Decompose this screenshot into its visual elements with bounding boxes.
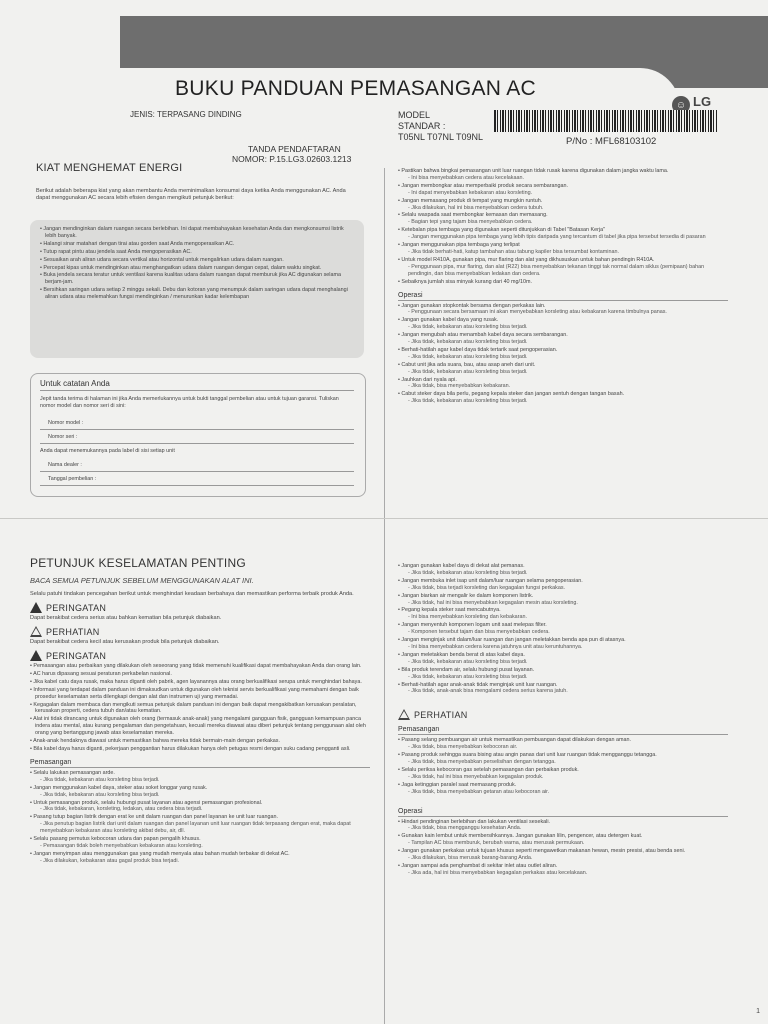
list-item: • Sesuaikan arah aliran udara secara vertikal atau horizontal untuk mengalirkan udara dalam ruangan. xyxy=(40,256,284,263)
warning-heading: PERINGATAN xyxy=(30,650,370,661)
standard-label: STANDAR : xyxy=(398,121,446,131)
model-number-line[interactable] xyxy=(40,429,354,430)
list-item: • Jangan mendinginkan dalam ruangan secara berlebihan. Ini dapat membahayakan kesehatan Anda dan mengkonsumsi listrik lebih banyak. xyxy=(40,226,344,239)
list-item: • Jangan membuka inlet isap unit dalam/luar ruangan selama pengoperasian. - Jika tidak, bisa terjadi korsleting dan kegagalan fungsi perkakas. xyxy=(398,577,583,591)
list-item: • Jangan menggunakan pipa tembaga yang terlipat - Jika tidak berhati-hati, katup tambahan atau tabung kapiler bisa tersumbat kontaminan. xyxy=(398,242,619,255)
label-note: Anda dapat menemukannya pada label di sisi setiap unit xyxy=(40,448,175,454)
safety-section xyxy=(30,556,370,866)
safety-title: PETUNJUK KESELAMATAN PENTING xyxy=(30,556,246,570)
model-number-label: Nomor model : xyxy=(48,420,84,426)
list-item: • Ketebalan pipa tembaga yang digunakan seperti ditunjukkan di Tabel "Batasan Kerja" - Jangan menggunakan pipa tembaga yang lebih tipis daripada yang tercantum di tabel jika pipa tersebut tersedia di pasaran xyxy=(398,227,706,241)
record-intro: Jepit tanda terima di halaman ini jika Anda memerlukannya untuk bukti tanggal pembelian atau untuk tujuan garansi. Tuliskan nomor model dan nomor seri di sini: xyxy=(40,396,339,409)
list-item: • Sebaiknya jumlah sisa minyak kurang dari 40 mg/10m. xyxy=(398,278,533,285)
list-item: • Jangan gunakan stopkontak bersama dengan perkakas lain. - Penggunaan secara bersamaan ini akan menyebabkan korsleting atau kebakaran karena timbulnya panas. xyxy=(398,302,667,316)
list-item: • Jauhkan dari nyala api. - Jika tidak, bisa menyebabkan kebakaran. xyxy=(398,376,511,390)
caution-heading: PERHATIAN xyxy=(398,709,728,720)
list-item: • Selalu pasang pemutus kebocoran udara dan papan pengalih khusus. - Pemasangan tidak boleh menyebabkan kebakaran atau korsleting. xyxy=(30,836,203,849)
paper-fold xyxy=(0,518,768,519)
list-item: • Cabut steker daya bila perlu, pegang kepala steker dan jangan sentuh dengan tangan basah. - Jika tidak, kebakaran atau korsleting bisa terjadi. xyxy=(398,391,625,405)
list-item: • Jangan gunakan kabel daya yang rusak. - Jika tidak, kebakaran atau korsleting bisa terjadi. xyxy=(398,317,528,331)
list-item: • Gunakan kain lembut untuk membersihkannya. Jangan gunakan lilin, pengencer, atau detergen kuat. - Tampilan AC bisa memburuk, berubah warna, atau merusak permukaan. xyxy=(398,833,643,847)
list-item: • Tutup rapat pintu atau jendela saat Anda mengoperasikan AC. xyxy=(40,248,192,255)
dealer-label: Nama dealer : xyxy=(48,462,82,468)
list-item: • Anak-anak hendaknya diawasi untuk memastikan bahwa mereka tidak bermain-main dengan perkakas. xyxy=(30,738,281,745)
dealer-line[interactable] xyxy=(40,471,354,472)
operation-list xyxy=(398,303,728,406)
warning-legend: PERINGATAN xyxy=(30,602,370,613)
operation-heading: Operasi xyxy=(398,292,728,301)
list-item: • Untuk pemasangan produk, selalu hubungi pusat layanan atau agensi pemasangan profesional. - Jika tidak, kebakaran, korsleting, ledakan, atau cedera bisa terjadi. xyxy=(30,799,263,813)
list-item: • Jangan membongkar atau memperbaiki produk secara sembarangan. - Ini dapat menyebabkan kebakaran atau korsleting. xyxy=(398,182,568,196)
installation-list xyxy=(30,770,370,865)
caution-legend: PERHATIAN xyxy=(30,626,370,637)
list-item: • Jangan gunakan kabel daya di dekat alat pemanas. - Jika tidak, kebakaran atau korsleting bisa terjadi. xyxy=(398,563,528,576)
list-item: • Percepat kipas untuk mendinginkan atau menghangatkan udara dalam ruangan dengan cepat, dalam waktu singkat. xyxy=(40,264,322,271)
list-item: • Jangan memasang produk di tempat yang mungkin runtuh. - Jika dilakukan, hal ini bisa menyebabkan cedera tubuh. xyxy=(398,197,544,211)
list-item: • Pemasangan atau perbaikan yang dilakukan oleh seseorang yang tidak memenuhi kualifikasi dapat membahayakan Anda dan orang lain. xyxy=(30,663,362,669)
list-item: • Selalu lakukan pemasangan arde. - Jika tidak, kebakaran atau korsleting bisa terjadi. xyxy=(30,769,160,783)
list-item: • Cabut unit jika ada suara, bau, atau asap aneh dari unit. - Jika tidak, kebakaran atau korsleting bisa terjadi. xyxy=(398,361,536,375)
list-item: • Alat ini tidak dirancang untuk digunakan oleh orang (termasuk anak-anak) yang mengalami gangguan fisik, gangguan kemampuan panca indera atau mental, atau kurang pengalaman dan pengetahuan, kecuali mereka diawasi atau diberi petunjuk tentang penggunaan alat oleh orang yang bertanggung jawab atas keselamatan mereka. xyxy=(30,716,366,737)
list-item: • Selalu periksa kebocoran gas setelah pemasangan dan perbaikan produk. - Jika tidak, hal ini bisa menyebabkan kegagalan produk. xyxy=(398,766,579,780)
purchase-date-label: Tanggal pembelian : xyxy=(48,476,97,482)
safety-subtitle: BACA SEMUA PETUNJUK SEBELUM MENGGUNAKAN ALAT INI. xyxy=(30,576,254,585)
list-item: • Hindari pendinginan berlebihan dan lakukan ventilasi sesekali. - Jika tidak, bisa mengganggu kesehatan Anda. xyxy=(398,818,551,832)
registration-label: TANDA PENDAFTARAN xyxy=(248,144,341,154)
warning-icon xyxy=(30,602,42,613)
lg-logo-icon: ☺ xyxy=(672,96,690,114)
serial-number-line[interactable] xyxy=(40,443,354,444)
list-item: • Bersihkan saringan udara setiap 2 minggu sekali. Debu dan kotoran yang menumpuk dalam saringan udara dapat menghalangi aliran udara atau melemahkan fungsi mendinginkan / menurunkan kadar kelembapan xyxy=(40,287,348,301)
list-item: • Pasang produk sehingga suara bising atau angin panas dari unit luar ruangan tidak mengganggu tetangga. - Jika tidak, bisa menyebabkan perselisihan dengan tetangga. xyxy=(398,752,657,766)
list-item: • Pegang kepala steker saat mencabutnya. - Ini bisa menyebabkan korsleting dan kebakaran. xyxy=(398,607,527,621)
warning-icon xyxy=(30,650,42,661)
caution-installation-list xyxy=(398,737,728,795)
unit-type: JENIS: TERPASANG DINDING xyxy=(130,110,242,119)
list-item: • Selalu waspada saat membongkar kemasan dan memasang. - Bagian tepi yang tajam bisa menyebabkan cedera. xyxy=(398,212,548,226)
caution-description: Dapat berakibat cedera kecil atau kerusakan produk bila petunjuk diabaikan. xyxy=(30,639,220,645)
list-item: • AC harus dipasang sesuai peraturan perkabelan nasional. xyxy=(30,670,172,677)
barcode-image xyxy=(494,110,718,132)
list-item: • Jika kabel catu daya rusak, maka harus diganti oleh pabrik, agen layanannya atau orang berkualifikasi serupa untuk menghindari bahaya. xyxy=(30,678,362,685)
installation-heading: Pemasangan xyxy=(30,759,370,768)
list-item: • Jangan meletakkan benda berat di atas kabel daya. - Jika tidak, kebakaran atau korsleting bisa terjadi. xyxy=(398,651,528,665)
installation-warnings-list xyxy=(398,168,728,286)
list-item: • Bila produk terendam air, selalu hubungi pusat layanan. - Jika tidak, kebakaran atau korsleting bisa terjadi. xyxy=(398,666,535,680)
part-number: P/No : MFL68103102 xyxy=(566,136,657,147)
energy-tips-list xyxy=(30,220,364,308)
record-divider xyxy=(40,390,354,391)
registration-number: NOMOR: P.15.LG3.02603.1213 xyxy=(232,154,352,164)
list-item: • Berhati-hatilah agar kabel daya tidak tertarik saat pengoperasian. - Jika tidak, kebakaran atau korsleting bisa terjadi. xyxy=(398,346,558,360)
list-item: • Jangan biarkan air mengalir ke dalam komponen listrik. - Jika tidak, hal ini bisa menyebabkan kegagalan mesin atau korsleting. xyxy=(398,592,578,606)
caution-icon xyxy=(398,709,410,720)
energy-tips-box xyxy=(30,220,364,358)
list-item: • Jangan menyimpan atau menggunakan gas yang mudah menyala atau bahan mudah terbakar di dekat AC. - Jika dilakukan, kebakaran atau gagal produk bisa terjadi. xyxy=(30,850,290,864)
energy-title: KIAT MENGHEMAT ENERGI xyxy=(36,162,183,174)
column-divider xyxy=(384,168,385,1024)
caution-installation-heading: Pemasangan xyxy=(398,726,728,735)
list-item: • Jangan gunakan perkakas untuk tujuan khusus seperti mengawetkan makanan hewan, mesin presisi, atau benda seni. - Jika dilakukan, bisa merusak barang-barang Anda. xyxy=(398,848,686,862)
list-item: • Untuk model R410A, gunakan pipa, mur flaring dan alat yang dikhususkan untuk bahan pendingin R410A. - Penggunaan pipa, mur flaring, dan alat (R22) bisa menyebabkan tekanan tinggi tak normal dalam siklus (pemipaan) bahan pendingin, dan bisa menyebabkan ledakan dan cedera. xyxy=(398,256,705,277)
energy-section xyxy=(36,162,356,206)
right-bottom-column xyxy=(398,563,728,878)
list-item: • Kegagalan dalam membaca dan mengikuti semua petunjuk dalam panduan ini dengan baik dapat mengakibatkan kerusakan peralatan, kerusakan properti, cedera tubuh dan/atau kematian. xyxy=(30,701,357,715)
list-item: • Halangi sinar matahari dengan tirai atau gorden saat Anda mengoperasikan AC. xyxy=(40,240,235,247)
page-title: BUKU PANDUAN PEMASANGAN AC xyxy=(175,77,536,100)
list-item: • Pasang tutup bagian listrik dengan erat ke unit dalam ruangan dan panel layanan ke unit luar ruangan. - Jika penutup bagian listrik dari unit dalam ruangan dan panel layanan unit luar ruangan tidak terpasang dengan erat, maka dapat menyebabkan kebakaran atau korsleting akibat debu, air, dll. xyxy=(30,814,351,835)
safety-intro: Selalu patuhi tindakan pencegahan berikut untuk menghindari keadaan berbahaya dan memastikan performa terbaik produk Anda. xyxy=(30,591,354,597)
list-item: • Jaga ketinggian paralel saat memasang produk. - Jika tidak, bisa menyebabkan getaran atau kebocoran air. xyxy=(398,781,550,795)
serial-number-label: Nomor seri : xyxy=(48,434,78,440)
general-warnings-list xyxy=(30,663,370,753)
caution-icon xyxy=(30,626,42,637)
general-warnings-continued-list xyxy=(398,563,728,695)
lg-logo-text: LG xyxy=(693,94,712,109)
list-item: • Pasang selang pembuangan air untuk memastikan pembuangan dapat dilakukan dengan aman. - Jika tidak, bisa menyebabkan kebocoran air. xyxy=(398,737,631,751)
energy-intro: Berikut adalah beberapa kiat yang akan membantu Anda meminimalkan konsumsi daya ketika Anda menggunakan AC. Anda dapat menggunakan AC secara lebih efisien dengan mengikuti petunjuk berikut: xyxy=(36,188,346,201)
list-item: • Jangan menginjak unit dalam/luar ruangan dan jangan meletakkan benda apa pun di atasnya. - Ini bisa menyebabkan cedera karena jatuhnya unit atau keruntuhannya. xyxy=(398,637,626,650)
list-item: • Jangan mengubah atau menambah kabel daya secara sembarangan. - Jika tidak, kebakaran atau korsleting bisa terjadi. xyxy=(398,332,568,346)
list-item: • Buka jendela secara teratur untuk ventilasi karena kualitas udara dalam ruangan dapat memburuk jika AC digunakan selama berjam-jam. xyxy=(40,272,341,286)
list-item: • Jangan menggunakan kabel daya, steker atau soket longgar yang rusak. - Jika tidak, kebakaran atau korsleting bisa terjadi. xyxy=(30,784,208,798)
list-item: • Jangan menyentuh komponen logam unit saat melepas filter. - Komponen tersebut tajam dan bisa menyebabkan cedera. xyxy=(398,622,550,636)
list-item: • Berhati-hatilah agar anak-anak tidak menginjak unit luar ruangan. - Jika tidak, anak-anak bisa mengalami cedera serius karena jatuh. xyxy=(398,681,568,695)
caution-operation-heading: Operasi xyxy=(398,808,728,817)
right-top-column xyxy=(398,168,728,406)
model-label: MODEL xyxy=(398,110,431,120)
model-numbers: T05NL T07NL T09NL xyxy=(398,132,484,142)
record-title: Untuk catatan Anda xyxy=(40,379,110,388)
purchase-date-line[interactable] xyxy=(40,485,354,486)
page-number: 1 xyxy=(756,1008,760,1015)
warning-description: Dapat berakibat cedera serius atau bahkan kematian bila petunjuk diabaikan. xyxy=(30,615,222,621)
caution-operation-list xyxy=(398,819,728,877)
list-item: • Pastikan bahwa bingkai pemasangan unit luar ruangan tidak rusak karena digunakan dalam jangka waktu lama. - Ini bisa menyebabkan cedera atau kecelakaan. xyxy=(398,168,669,181)
list-item: • Jangan sampai ada penghambat di sekitar inlet atau outlet aliran. - Jika ada, hal ini bisa menyebabkan kegagalan perkakas atau kecelakaan. xyxy=(398,863,588,876)
list-item: • Bila kabel daya harus diganti, pekerjaan penggantian harus dilakukan hanya oleh petugas resmi dengan suku cadang pengganti asli. xyxy=(30,745,351,752)
list-item: • Informasi yang terdapat dalam panduan ini dimaksudkan untuk digunakan oleh teknisi servis berkualifikasi yang memahami dengan baik prosedur keselamatan serta dilengkapi dengan alat dan instrumen uji yang memadai. xyxy=(30,686,359,700)
